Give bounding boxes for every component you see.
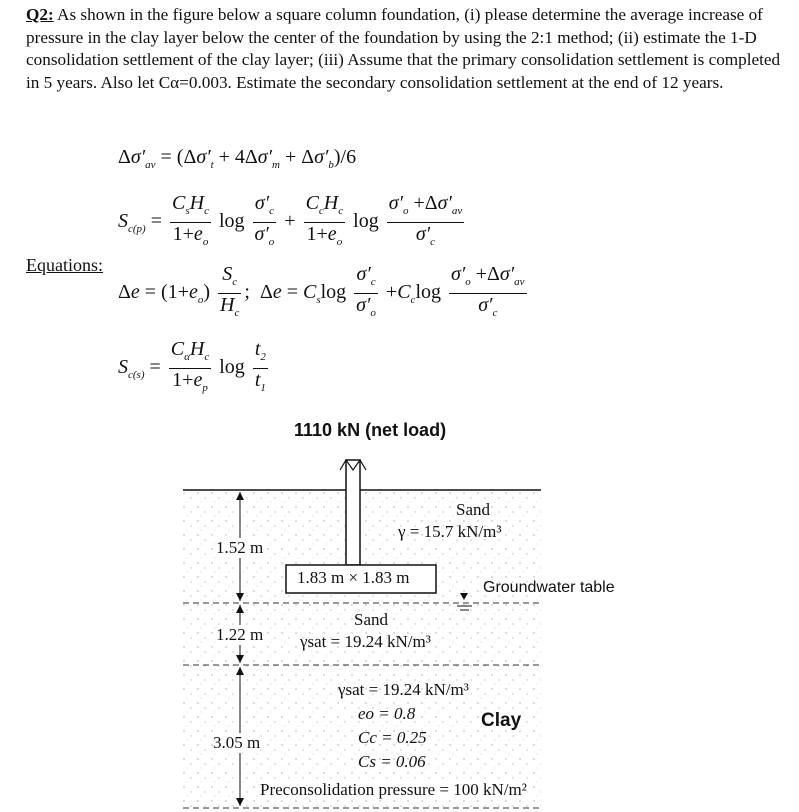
- preconsolidation-label: Preconsolidation pressure = 100 kN/m²: [260, 780, 527, 799]
- footing-size-label: 1.83 m × 1.83 m: [297, 568, 410, 587]
- column: [346, 460, 360, 565]
- eo-label: eo = 0.8: [358, 704, 416, 723]
- depth-3-label: 3.05 m: [213, 733, 261, 752]
- equation-average-stress: $\Delta\sigma'_{av} = (\Delta\sigma'_t + 4\Delta\sigma'_m + \Delta\sigma'_b)/6$: [118, 146, 357, 171]
- clay-label: Clay: [481, 710, 522, 731]
- equation-secondary-settlement: $S_{c(s)}$ = $\frac{C_\alpha H_c}{1+e_p}$ log $\frac{t_2}{t_1}$: [118, 338, 266, 394]
- gamma-sat-mid-label: γsat = 19.24 kN/m³: [300, 632, 431, 651]
- groundwater-label: Groundwater table: [483, 579, 615, 596]
- question-label: Q2:: [26, 5, 54, 24]
- depth-1-label: 1.52 m: [216, 538, 264, 557]
- equation-void-ratio-change: $\Delta e = (1+e_o)$ $\frac{S_c}{H_c}$ ; $\Delta e = C_s\log$ $\frac{\sigma'_c}{\sigma'_o}$ $+C_c\log$ $\frac{\sigma'_o +\Delta\sigma'_{av}}{\sigma'_c}$: [118, 263, 525, 319]
- sand-mid-label: Sand: [354, 610, 388, 629]
- gamma-sat-clay-label: γsat = 19.24 kN/m³: [338, 680, 469, 699]
- equations-label: Equations:: [26, 255, 103, 275]
- cs-label: Cs = 0.06: [358, 752, 426, 771]
- question-body: As shown in the figure below a square column foundation, (i) please determine the average increase of pressure in the clay layer below the center of the foundation by using the 2:1 method; (ii) estimate the 1-D consolidation settlement of the clay layer; (iii) Assume that the primary consolidation settlement is completed in 5 years. Also let Cα=0.003. Estimate the secondary consolidation settlement at the end of 12 years.: [26, 5, 781, 92]
- gamma-top-label: γ = 15.7 kN/m³: [398, 522, 502, 541]
- equation-primary-settlement: $S_{c(p)}$ = $\frac{C_sH_c}{1+e_o}$ log $\frac{\sigma'_c}{\sigma'_o}$ + $\frac{C_cH_c}{1+e_o}$ log $\frac{\sigma'_o +\Delta\sigma'_{av}}{\sigma'_c}$: [118, 192, 463, 248]
- sand-top-label: Sand: [456, 500, 490, 519]
- cc-label: Cc = 0.25: [358, 728, 427, 747]
- load-label: 1110 kN (net load): [294, 420, 447, 440]
- depth-2-label: 1.22 m: [216, 625, 264, 644]
